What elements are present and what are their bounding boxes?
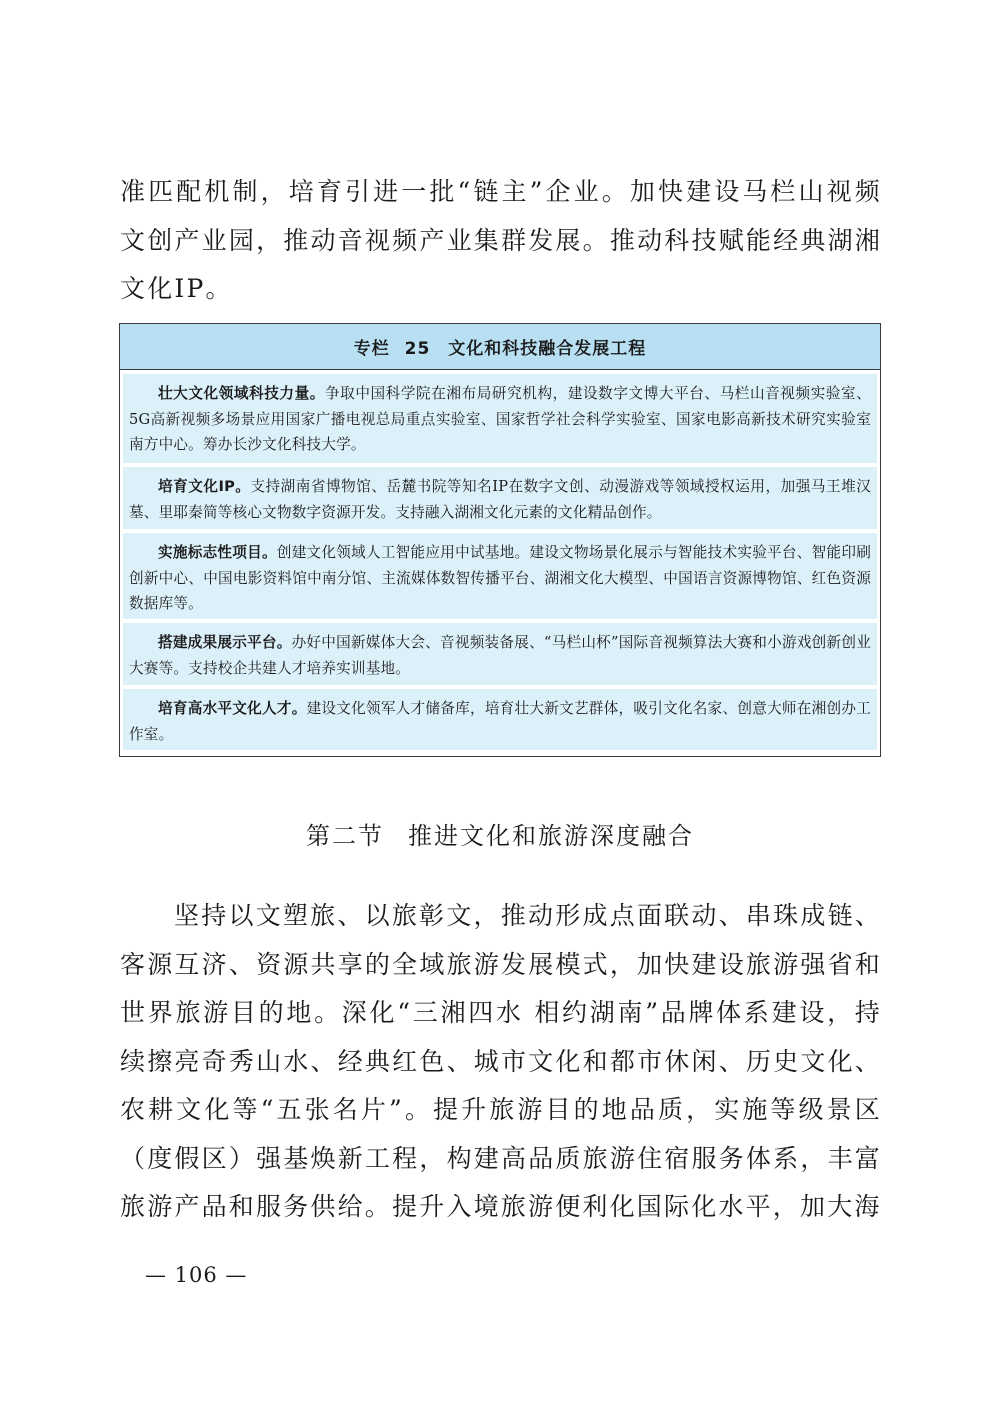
item-lead: 实施标志性项目。 (158, 544, 277, 561)
section-title: 推进文化和旅游深度融合 (408, 822, 694, 850)
feature-box-item (123, 374, 877, 463)
item-lead: 壮大文化领域科技力量。 (158, 385, 325, 402)
item-lead: 培育高水平文化人才。 (158, 700, 307, 717)
feature-box (119, 323, 881, 757)
page-number: — 106 — (145, 1263, 248, 1287)
feature-box-item (123, 623, 877, 685)
item-text: 办好中国新媒体大会、音视频装备展、“马栏山杯”国际音视频算法大赛和小游戏创新创业大赛等。支持校企共建人才培养实训基地。 (129, 634, 871, 677)
intro-paragraph: 准匹配机制，培育引进一批“链主”企业。加快建设马栏山视频文创产业园，推动音视频产业集群发展。推动科技赋能经典湖湘文化IP。 (120, 177, 882, 303)
feature-box-item (123, 533, 877, 619)
section-number: 第二节 (306, 822, 384, 850)
item-text: 创建文化领域人工智能应用中试基地。建设文物场景化展示与智能技术实验平台、智能印刷创新中心、中国电影资料馆中南分馆、主流媒体数智传播平台、湖湘文化大模型、中国语言资源博物馆、红色资源数据库等。 (129, 544, 871, 612)
item-text: 建设文化领军人才储备库，培育壮大新文艺群体，吸引文化名家、创意大师在湘创办工作室。 (129, 700, 871, 743)
feature-box-item (123, 689, 877, 750)
section-heading (0, 816, 1000, 851)
item-lead: 培育文化IP。 (158, 478, 251, 495)
body-paragraph: 坚持以文塑旅、以旅彰文，推动形成点面联动、串珠成链、客源互济、资源共享的全域旅游发展模式，加快建设旅游强省和世界旅游目的地。深化“三湘四水 相约湖南”品牌体系建设，持续擦亮奇秀山水、经典红色、城市文化和都市休闲、历史文化、农耕文化等“五张名片”。提升旅游目的地品质，实施等级景区（度假区）强基焕新工程，构建高品质旅游住宿服务体系，丰富旅游产品和服务供给。提升入境旅游便利化国际化水平，加大海 (120, 901, 882, 1221)
item-text: 支持湖南省博物馆、岳麓书院等知名IP在数字文创、动漫游戏等领域授权运用，加强马王堆汉墓、里耶秦简等核心文物数字资源开发。支持融入湖湘文化元素的文化精品创作。 (129, 478, 871, 521)
item-lead: 搭建成果展示平台。 (158, 634, 292, 651)
feature-box-title: 专栏 25 文化和科技融合发展工程 (120, 324, 880, 370)
item-text: 争取中国科学院在湘布局研究机构，建设数字文博大平台、马栏山音视频实验室、5G高新视频多场景应用国家广播电视总局重点实验室、国家哲学社会科学实验室、国家电影高新技术研究实验室南方中心。筹办长沙文化科技大学。 (129, 385, 871, 453)
feature-box-item (123, 467, 877, 529)
